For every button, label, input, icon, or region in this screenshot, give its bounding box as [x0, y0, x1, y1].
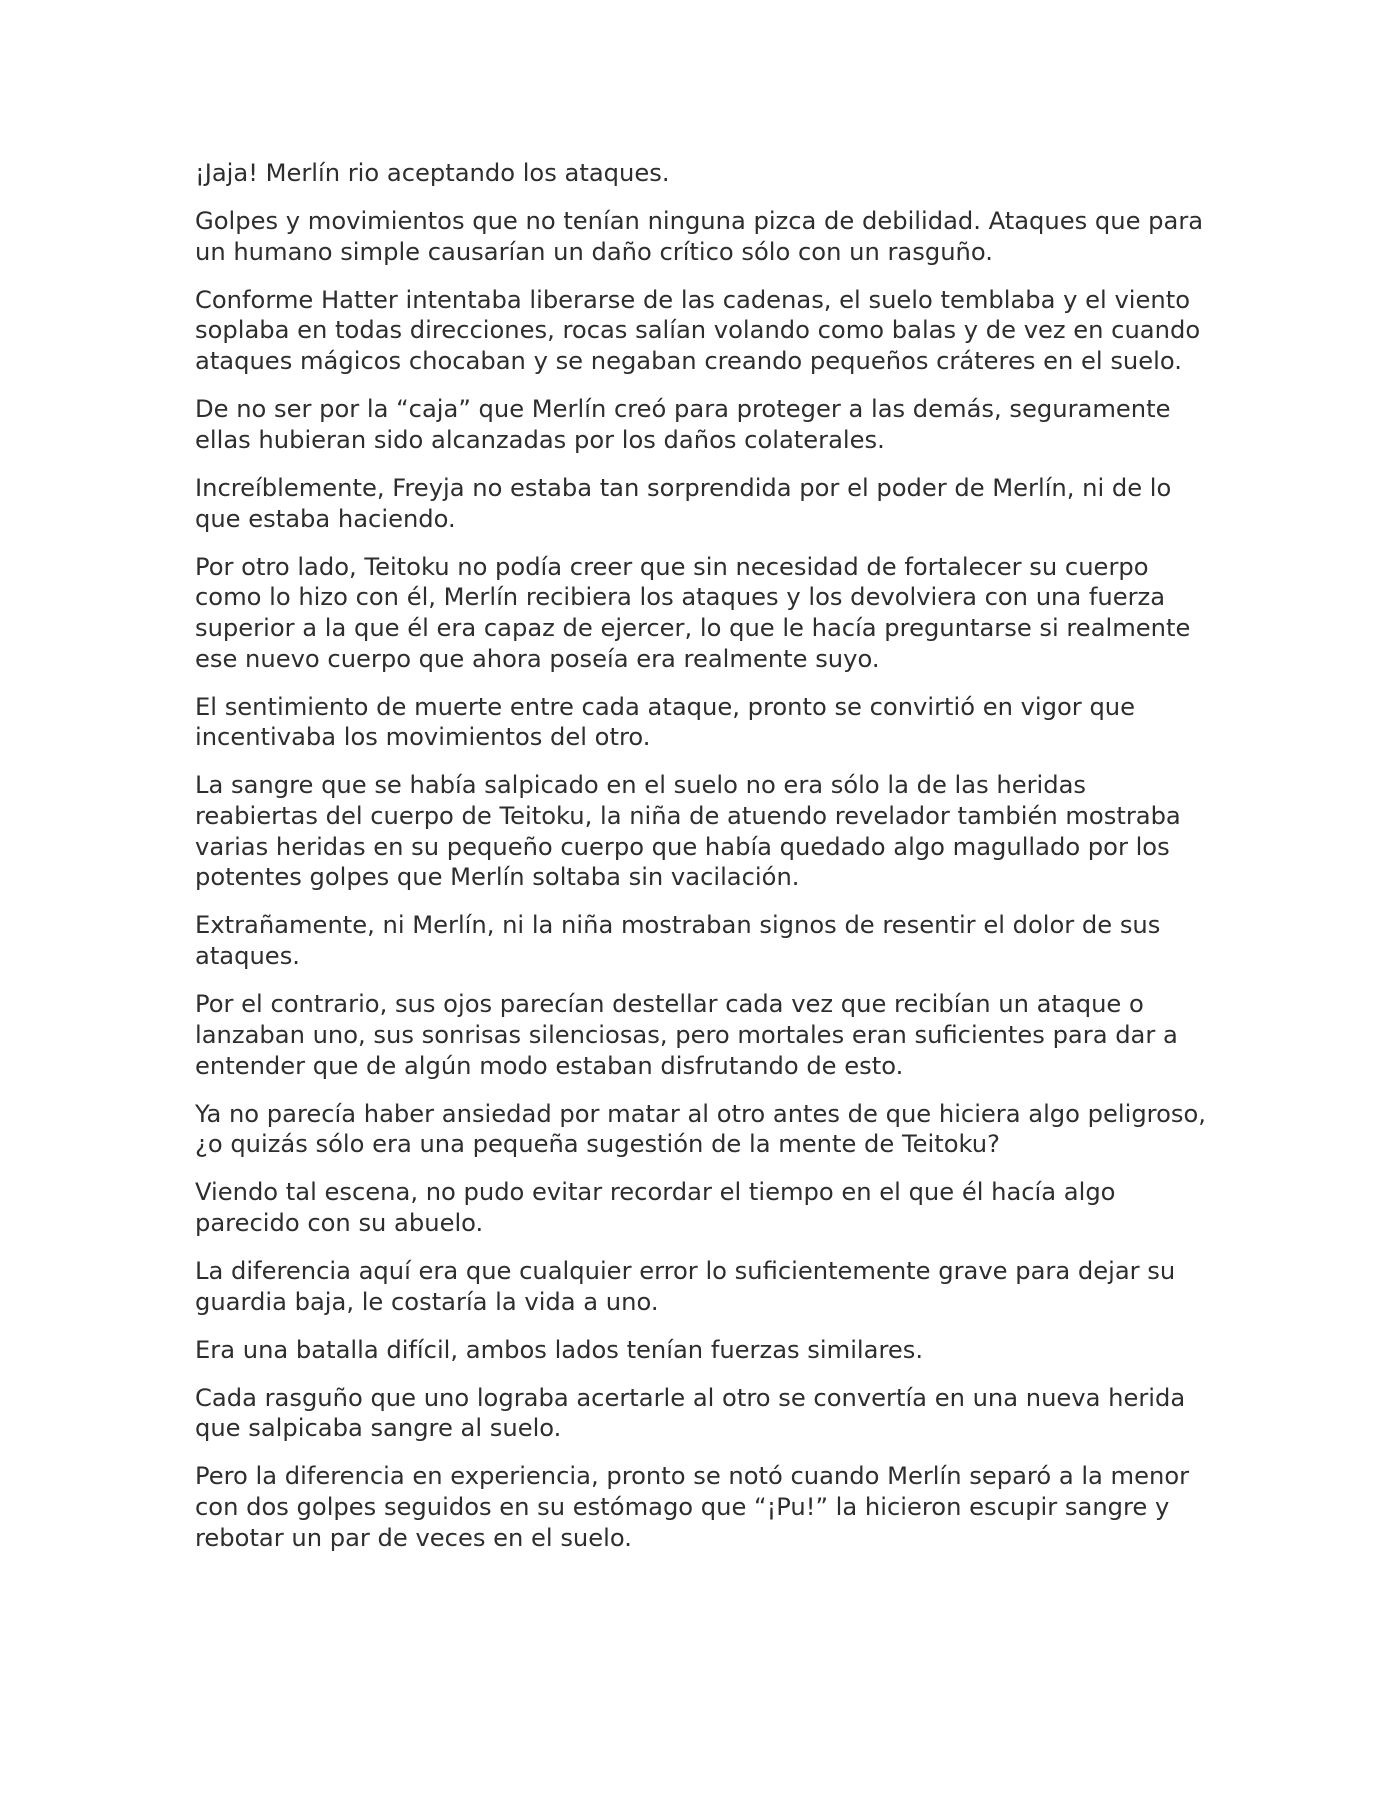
paragraph: Increíblemente, Freyja no estaba tan sorprendida por el poder de Merlín, ni de lo que estaba haciendo.: [195, 473, 1172, 533]
paragraph: Era una batalla difícil, ambos lados tenían fuerzas similares.: [195, 1335, 924, 1364]
paragraph: El sentimiento de muerte entre cada ataque, pronto se convirtió en vigor que incentivaba los movimientos del otro.: [195, 692, 1136, 752]
paragraph: Por el contrario, sus ojos parecían destellar cada vez que recibían un ataque o lanzaban uno, sus sonrisas silenciosas, pero mortales eran suficientes para dar a entender que de algún modo estaban disfrutando de esto.: [195, 990, 1178, 1080]
paragraph: Conforme Hatter intentaba liberarse de las cadenas, el suelo temblaba y el viento soplaba en todas direcciones, rocas salían volando como balas y de vez en cuando ataques mágicos chocaban y se negaban creando pequeños cráteres en el suelo.: [195, 285, 1201, 376]
paragraph: Por otro lado, Teitoku no podía creer que sin necesidad de fortalecer su cuerpo como lo hizo con él, Merlín recibiera los ataques y los devolviera con una fuerza superior a la que él era capaz de ejercer, lo que le hacía preguntarse si realmente ese nuevo cuerpo que ahora poseía era realmente suyo.: [195, 552, 1191, 673]
paragraph: Viendo tal escena, no pudo evitar recordar el tiempo en el que él hacía algo parecido con su abuelo.: [195, 1178, 1116, 1237]
paragraph: La diferencia aquí era que cualquier error lo suficientemente grave para dejar su guardia baja, le costaría la vida a uno.: [195, 1256, 1176, 1316]
document-body: [195, 158, 1215, 1571]
paragraph: Ya no parecía haber ansiedad por matar al otro antes de que hiciera algo peligroso, ¿o quizás sólo era una pequeña sugestión de la mente de Teitoku?: [195, 1099, 1206, 1159]
paragraph: De no ser por la “caja” que Merlín creó para proteger a las demás, seguramente ellas hubieran sido alcanzadas por los daños colaterales.: [195, 395, 1171, 454]
paragraph: Pero la diferencia en experiencia, pronto se notó cuando Merlín separó a la menor con dos golpes seguidos en su estómago que “¡Pu!” la hicieron escupir sangre y rebotar un par de veces en el suelo.: [195, 1462, 1190, 1552]
paragraph: La sangre que se había salpicado en el suelo no era sólo la de las heridas reabiertas del cuerpo de Teitoku, la niña de atuendo revelador también mostraba varias heridas en su pequeño cuerpo que había quedado algo magullado por los potentes golpes que Merlín soltaba sin vacilación.: [195, 771, 1181, 892]
paragraph: Extrañamente, ni Merlín, ni la niña mostraban signos de resentir el dolor de sus ataques.: [195, 911, 1161, 971]
paragraph: ¡Jaja! Merlín rio aceptando los ataques.: [195, 159, 670, 187]
paragraph: Cada rasguño que uno lograba acertarle al otro se convertía en una nueva herida que salpicaba sangre al suelo.: [195, 1383, 1186, 1443]
paragraph: Golpes y movimientos que no tenían ninguna pizca de debilidad. Ataques que para un humano simple causarían un daño crítico sólo con un rasguño.: [195, 207, 1204, 266]
